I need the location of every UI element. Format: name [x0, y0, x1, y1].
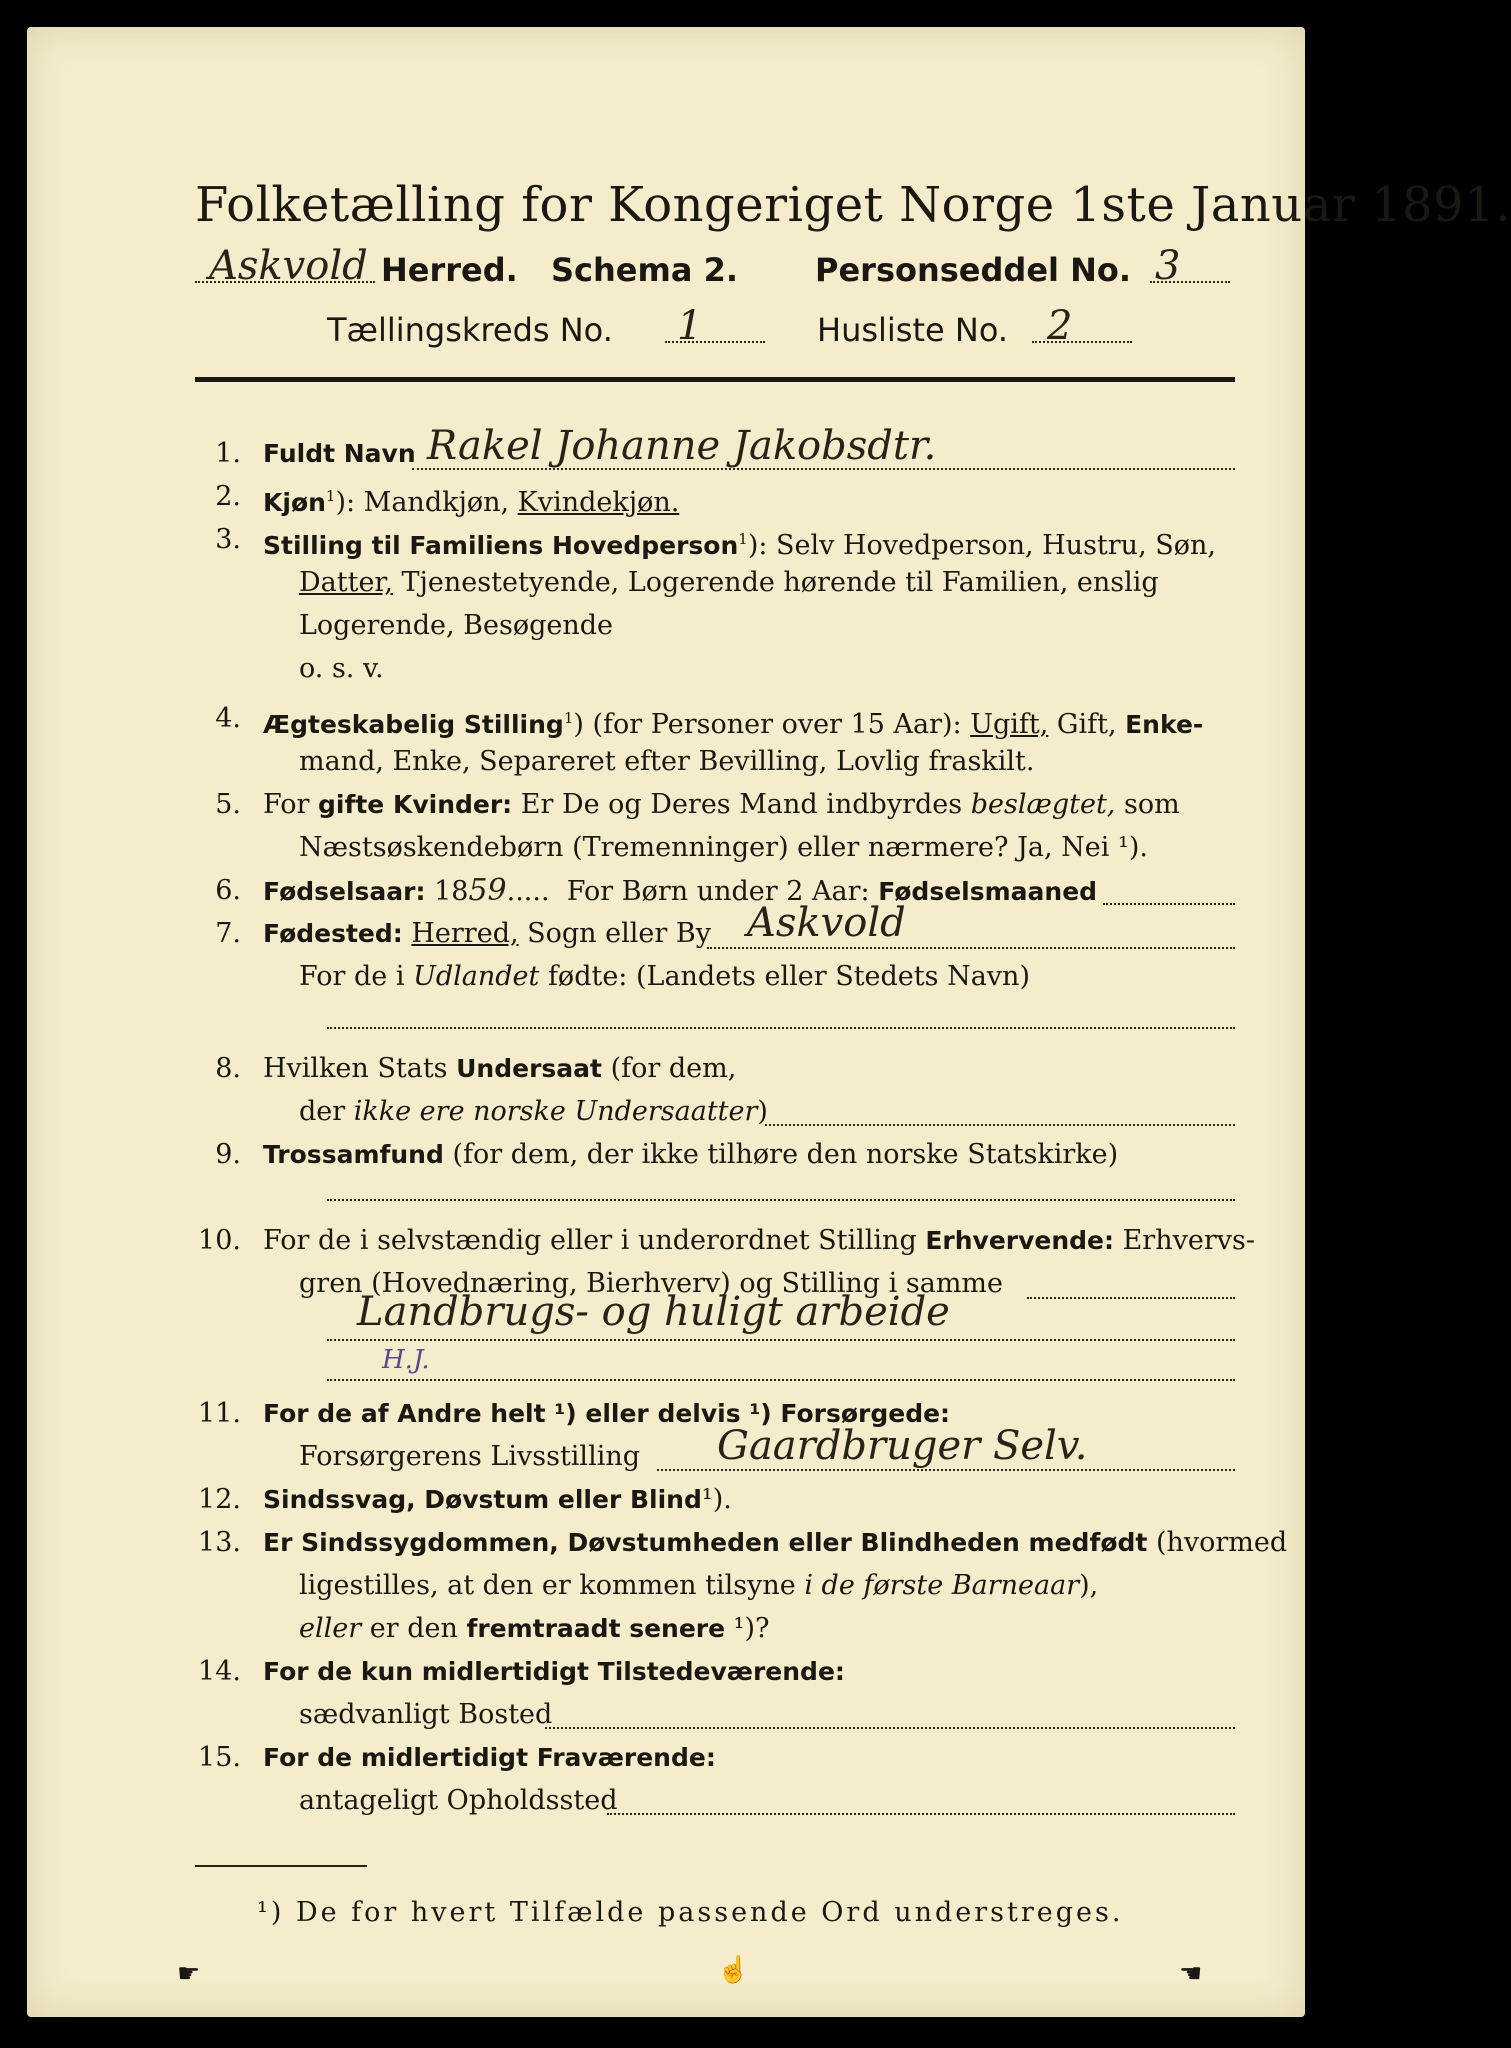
item-text: som: [1115, 789, 1180, 820]
occupation-fill-line-2: [327, 1339, 1235, 1341]
item-number: 14.: [198, 1656, 241, 1687]
item-text-italic: ikke ere norske Undersaatter: [353, 1096, 758, 1127]
item-text-italic: eller: [299, 1613, 362, 1644]
item-number: 13.: [198, 1527, 241, 1558]
personseddel-label: Personseddel No.: [815, 251, 1132, 289]
right-hand-mark-icon: ☚: [1179, 1959, 1203, 1989]
occupation-fill-line-1: [1027, 1297, 1235, 1299]
item-label: Fødselsmaaned: [878, 877, 1098, 906]
header-rule: [195, 377, 1235, 382]
item-label: Er Sindssygdommen, Døvstumheden eller Blindheden: [263, 1528, 1029, 1557]
item-text: ¹)?: [725, 1613, 770, 1644]
kreds-number: 1: [677, 303, 703, 349]
item-label: Fødselsaar:: [263, 877, 426, 906]
item-label: Kjøn: [263, 488, 326, 517]
item-label: Undersaat: [456, 1054, 602, 1083]
item-text: ): Mandkjøn,: [335, 487, 518, 518]
item-text: Tjenestetyende, Logerende hørende til Familien, enslig: [392, 567, 1159, 598]
item-label: For de midlertidigt Fraværende:: [263, 1743, 716, 1772]
occupation-fill-line-3: [327, 1379, 1235, 1381]
item-number: 3.: [215, 524, 241, 555]
item-text: Er De og Deres Mand indbyrdes: [512, 789, 971, 820]
corner-hand-mark-icon: ☛: [177, 1959, 201, 1989]
item-label: Ægteskabelig Stilling: [263, 710, 564, 739]
residence-fill-line: [545, 1727, 1235, 1729]
item-15-line2: antageligt Opholdssted: [299, 1785, 618, 1816]
item-text: fødte: (Landets eller Stedets Navn): [539, 961, 1030, 992]
schema-label: Schema 2.: [551, 251, 738, 289]
item-text-bold: Enke-: [1125, 710, 1204, 739]
item-text: For: [263, 789, 319, 820]
item-label: Sindssvag, Døvstum eller Blind: [263, 1485, 702, 1514]
kreds-row: [327, 303, 1147, 353]
item-number: 7.: [215, 918, 241, 949]
item-text: For de i: [299, 961, 414, 992]
item-label: For de af Andre helt ¹) eller delvis ¹) Forsørgede:: [263, 1399, 951, 1428]
footnote: ¹) De for hvert Tilfælde passende Ord understreges.: [257, 1897, 1124, 1928]
religion-fill-line: [327, 1199, 1235, 1201]
item-number: 15.: [198, 1742, 241, 1773]
item-text-italic: i de første Barneaar: [804, 1570, 1080, 1601]
item-number: 12.: [198, 1484, 241, 1515]
item-text: ) (for Personer over 15 Aar):: [573, 709, 971, 740]
footnote-ref: 1: [563, 709, 574, 727]
item-text: (hvormed: [1147, 1527, 1288, 1558]
item-7-line2: [299, 955, 1030, 998]
item-3-line3: Logerende, Besøgende: [299, 610, 613, 641]
item-number: 5.: [215, 789, 241, 820]
personseddel-number: 3: [1155, 243, 1181, 289]
item-14-line2: sædvanligt Bosted: [299, 1699, 553, 1730]
item-4-line2: mand, Enke, Separeret efter Bevilling, Lovlig fraskilt.: [299, 746, 1035, 777]
item-13-line2: [299, 1564, 1098, 1607]
item-11-line2: Forsørgerens Livsstilling: [299, 1441, 641, 1472]
item-number: 2.: [215, 481, 241, 512]
item-text-bold: medfødt: [1028, 1528, 1148, 1557]
item-number: 10.: [198, 1225, 241, 1256]
citizenship-fill-line: [765, 1124, 1235, 1126]
provider-fill-line: [657, 1469, 1235, 1471]
herred-row: [195, 243, 1235, 293]
footnote-ref: 1: [325, 487, 336, 505]
item-text-italic: Udlandet: [413, 961, 540, 992]
item-3-line4: o. s. v.: [299, 653, 384, 684]
item-text: ): Selv Hovedperson, Hustru, Søn,: [747, 530, 1216, 561]
occupation-annotation: H.J.: [382, 1345, 430, 1375]
item-10-line2: gren (Hovednæring, Bierhverv) og Stilling i samme: [299, 1268, 1004, 1299]
center-hand-mark-icon: ☝: [717, 1955, 750, 1985]
footnote-rule: [195, 1865, 367, 1867]
husliste-label: Husliste No.: [817, 311, 1008, 349]
herred-label: Herred.: [381, 251, 518, 289]
item-text: ligestilles, at den er kommen tilsyne: [299, 1570, 805, 1601]
item-text: ¹).: [701, 1484, 732, 1515]
item-number: 1.: [215, 438, 241, 469]
birthplace-value: Askvold: [747, 900, 906, 946]
item-number: 4.: [215, 703, 241, 734]
item-8-line2: [299, 1090, 768, 1133]
item-text: For Børn under 2 Aar:: [566, 876, 870, 907]
item-label: Trossamfund: [263, 1140, 444, 1169]
item-number: 11.: [198, 1398, 241, 1429]
item-5-line2: Næstsøskendebørn (Tremenninger) eller nærmere? Ja, Nei ¹).: [299, 832, 1148, 863]
birth-month-fill-line: [1103, 903, 1235, 905]
item-text: ),: [1079, 1570, 1099, 1601]
foreign-birthplace-fill-line: [327, 1027, 1235, 1029]
census-form: Folketælling for Kongeriget Norge 1ste Januar 1891. Askvold Herred. Schema 2. Personseddel No. 3 Tællingskreds No. 1 Husliste No. 2 1. Fuldt Navn Rakel Johanne Jakobsdtr. 2. Kjøn$^1$): Mandkjøn, Kvindekjøn. 3. Stilling til Familiens Hovedperson$^1$): Selv Hovedperson, Hustru, Søn, Datter, Tjenestetyende, Logerende hørende til Familien, enslig Logerende, Besøgende o. s. v. 4. Ægteskabelig Stilling$^1$) (for Personer over 15 Aar): Ugift, Gift, Enke- mand, Enke, Separeret efter Bevilling, Lovlig fraskilt. 5. For gifte Kvinder: Er De og Deres Mand indbyrdes beslægtet, som Næstsøskendebørn (Tremenninger) eller nærmere? Ja, Nei ¹). 6. Fødselsaar: 1859..... For Børn under 2 Aar: Fødselsmaaned 7. Fødested: Herred, Sogn eller By Askvold For de i Udlandet fødte: (Landets eller Stedets Navn) 8. Hvilken Stats Undersaat (for dem, der ikke ere norske Undersaatter) 9. Trossamfund (for dem, der ikke tilhøre den norske Statskirke) 10. For de i selvstændig eller i underordnet Stilling Erhvervende: Erhvervs- gren (Hovednæring, Bierhverv) og Stilling i samme Landbrugs- og huligt arbeide H.J. 11. For de af Andre helt ¹) eller delvis ¹) Forsørgede: Forsørgerens Livsstilling Gaardbruger Selv. 12. Sindssvag, Døvstum eller Blind¹). 13. Er Sindssygdommen, Døvstumheden eller Blindheden medfødt (hvormed ligestilles, at den er kommen tilsyne i de første Barneaar), eller er den fremtraadt senere ¹)? 14. For de kun midlertidigt Tilstedeværende: sædvanligt Bosted 15. For de midlertidigt Fraværende: antageligt Opholdssted ¹) De for hvert Tilfælde passende Ord understreges. ☛ ☝ ☚: [27, 27, 1305, 2017]
item-label: Stilling til Familiens Hovedperson: [263, 531, 739, 560]
underlined-option: Ugift,: [970, 709, 1049, 740]
item-label: gifte Kvinder:: [318, 790, 513, 819]
full-name-value: Rakel Johanne Jakobsdtr.: [427, 423, 937, 469]
item-label: Fødested:: [263, 919, 403, 948]
item-text: Erhvervs-: [1114, 1225, 1255, 1256]
provider-occupation-value: Gaardbruger Selv.: [717, 1423, 1088, 1469]
item-text-bold: fremtraadt senere: [466, 1614, 726, 1643]
item-label: For de kun midlertidigt Tilstedeværende:: [263, 1657, 845, 1686]
item-text: ): [757, 1096, 768, 1127]
year-prefix: 18: [434, 876, 469, 907]
item-text: Sogn eller By: [518, 918, 711, 949]
form-title: Folketælling for Kongeriget Norge 1ste Januar 1891.: [195, 177, 1511, 233]
item-text: er den: [361, 1613, 467, 1644]
item-text: Gift,: [1048, 709, 1126, 740]
occupation-value: Landbrugs- og huligt arbeide: [357, 1289, 950, 1335]
birth-year-value: 59: [468, 873, 507, 908]
underlined-option: Kvindekjøn.: [517, 487, 680, 518]
item-label: Erhvervende:: [925, 1226, 1115, 1255]
item-number: 6.: [215, 875, 241, 906]
whereabouts-fill-line: [607, 1813, 1235, 1815]
item-13-line3: [299, 1607, 770, 1650]
item-3-line2: [299, 561, 1159, 604]
underlined-option: Datter,: [299, 567, 393, 598]
footnote-ref: 1: [738, 530, 748, 548]
kreds-label: Tællingskreds No.: [327, 311, 613, 349]
item-text: For de i selvstændig eller i underordnet Stilling: [263, 1225, 926, 1256]
item-text: (for dem, der ikke tilhøre den norske Statskirke): [443, 1139, 1119, 1170]
item-text: der: [299, 1096, 354, 1127]
husliste-number: 2: [1047, 303, 1073, 349]
item-text-italic: beslægtet,: [970, 789, 1116, 820]
item-text: Hvilken Stats: [263, 1053, 457, 1084]
item-text: (for dem,: [601, 1053, 737, 1084]
item-number: 9.: [215, 1139, 241, 1170]
birthplace-fill-line: [707, 947, 1235, 949]
herred-name: Askvold: [209, 243, 368, 289]
underlined-option: Herred,: [411, 918, 519, 949]
item-label: Fuldt Navn: [263, 439, 416, 468]
item-number: 8.: [215, 1053, 241, 1084]
